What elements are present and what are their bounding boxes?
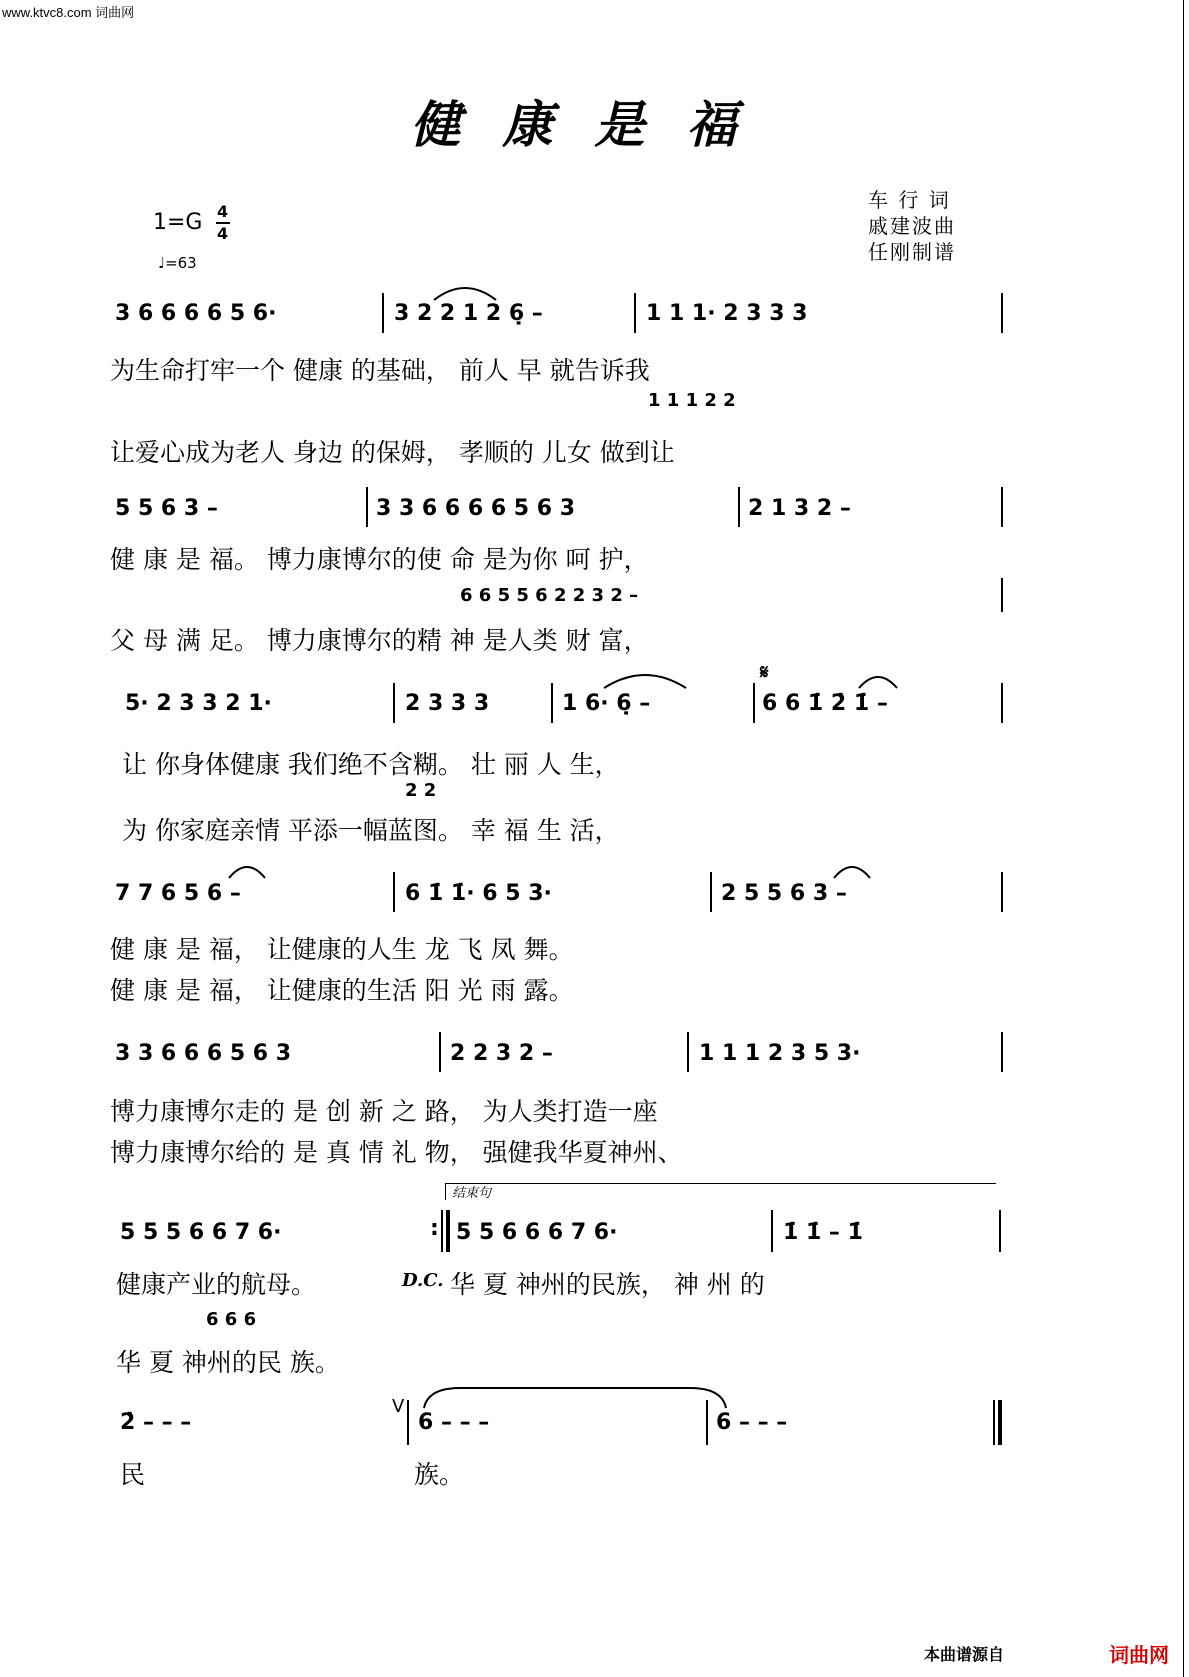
- note-line: 2 5 5 6 3 –: [721, 881, 847, 906]
- barline: [710, 872, 712, 912]
- barline: [407, 1400, 409, 1445]
- lyricist-credit: 车 行 词: [868, 188, 951, 212]
- key-signature: 1=G: [153, 210, 203, 235]
- lyric-line: 民: [120, 1460, 146, 1489]
- note-line: 3 3 6 6 6 6 5 6 3: [376, 496, 576, 521]
- barline: [1001, 1032, 1003, 1072]
- footer-source-text: 本曲谱源自: [923, 1645, 1004, 1664]
- alt-note-line: 6 6 5 5 6 2 2 3 2 –: [460, 585, 639, 606]
- barline: [441, 1210, 443, 1252]
- note-line: 3 2 2 1 2 6̣ –: [394, 301, 543, 326]
- final-barline: [993, 1400, 995, 1445]
- lyric-line: 让爱心成为老人 身边 的保姆， 孝顺的 儿女 做到让: [110, 438, 675, 467]
- note-line: 7 7 6 5 6 –: [115, 881, 241, 906]
- lyric-line: 为生命打牢一个 健康 的基础， 前人 早 就告诉我: [110, 356, 650, 385]
- barline: [687, 1032, 689, 1072]
- segno-mark: 𝄋: [760, 660, 769, 684]
- barline: [1001, 578, 1003, 612]
- breath-mark: V: [392, 1396, 405, 1417]
- lyric-line: 父 母 满 足。 博力康博尔的精 神 是人类 财 富，: [110, 626, 649, 655]
- barline: [1001, 683, 1003, 723]
- note-line: 6 6 1̇ 2̇ 1̇ –: [762, 691, 888, 716]
- note-line: 2 3 3 3: [405, 691, 490, 716]
- note-line: 1 1 1 2 3 5 3·: [699, 1041, 861, 1066]
- dc-mark: D.C.: [402, 1270, 444, 1291]
- note-line: 1̇ 1̇ – 1̇: [783, 1220, 863, 1245]
- note-line: 1 6· 6̣ –: [562, 691, 651, 716]
- lyric-line: 健 康 是 福。 博力康博尔的使 命 是为你 呵 护，: [110, 545, 649, 574]
- barline: [999, 1210, 1001, 1252]
- tie-slur: [225, 860, 269, 880]
- note-line: 5 5 6 6 6 7 6·: [456, 1220, 618, 1245]
- site-url[interactable]: www.ktvc8.com 词曲网: [2, 5, 135, 20]
- tie-slur: [430, 282, 500, 302]
- lyric-line: 博力康博尔给的 是 真 情 礼 物， 强健我华夏神州、: [110, 1138, 683, 1167]
- final-barline: [998, 1400, 1002, 1445]
- note-line: 2̇ – – –: [120, 1410, 192, 1435]
- lyric-line: 为 你家庭亲情 平添一幅蓝图。 幸 福 生 活，: [122, 816, 620, 845]
- lyric-line: 健 康 是 福， 让健康的生活 阳 光 雨 露。: [110, 976, 574, 1005]
- arranger-credit: 任刚制谱: [868, 240, 956, 264]
- repeat-dots: :: [430, 1216, 439, 1241]
- barline: [634, 293, 636, 333]
- lyric-line: 华 夏 神州的民族， 神 州 的: [450, 1270, 765, 1299]
- barline: [366, 487, 368, 527]
- lyric-line: 健 康 是 福， 让健康的人生 龙 飞 凤 舞。: [110, 935, 574, 964]
- alt-note-line: 2 2: [405, 780, 437, 801]
- note-line: 5 5 5 6 6 7 6·: [120, 1220, 282, 1245]
- note-line: 1 1 1· 2 3 3 3: [646, 301, 808, 326]
- song-title: 健康是福: [410, 95, 779, 154]
- page-edge: [1183, 0, 1184, 1677]
- lyric-line: 让 你身体健康 我们绝不含糊。 壮 丽 人 生，: [122, 750, 620, 779]
- tie-slur: [600, 668, 690, 690]
- note-line: 2 2 3 2 –: [450, 1041, 553, 1066]
- time-numerator: 4: [217, 202, 229, 221]
- barline: [1001, 487, 1003, 527]
- barline: [551, 683, 553, 723]
- tie-slur: [855, 670, 901, 690]
- coda-bracket: [445, 1183, 996, 1200]
- note-line: 5· 2 3 3 2 1·: [125, 691, 272, 716]
- barline: [1001, 872, 1003, 912]
- note-line: 6 – – –: [716, 1410, 788, 1435]
- note-line: 6 – – –: [418, 1410, 490, 1435]
- note-line: 3 3 6 6 6 5 6 3: [115, 1041, 292, 1066]
- barline: [706, 1400, 708, 1445]
- lyric-line: 博力康博尔走的 是 创 新 之 路， 为人类打造一座: [110, 1097, 658, 1126]
- note-line: 2 1 3 2 –: [748, 496, 851, 521]
- site-logo[interactable]: 词曲网: [1109, 1643, 1169, 1667]
- coda-label: 结束句: [452, 1186, 492, 1201]
- note-line: 3 6 6 6 6 5 6·: [115, 301, 277, 326]
- tie-slur: [420, 1384, 730, 1410]
- barline: [446, 1210, 450, 1252]
- barline: [1001, 293, 1003, 333]
- barline: [393, 683, 395, 723]
- barline: [382, 293, 384, 333]
- lyric-line: 华 夏 神州的民 族。: [116, 1348, 340, 1377]
- note-line: 5 5 6 3 –: [115, 496, 218, 521]
- composer-credit: 戚建波曲: [868, 214, 956, 238]
- barline: [771, 1210, 773, 1252]
- alt-note-line: 1 1 1 2 2: [648, 390, 736, 411]
- lyric-line: 族。: [414, 1460, 465, 1489]
- time-denominator: 4: [217, 224, 229, 243]
- alt-note-line: 6 6 6: [206, 1309, 257, 1330]
- barline: [439, 1032, 441, 1072]
- note-line: 6 1̇ 1̇· 6 5 3·: [405, 881, 552, 906]
- tempo-mark: ♩=63: [158, 254, 197, 272]
- barline: [753, 683, 755, 723]
- lyric-line: 健康产业的航母。: [116, 1270, 317, 1299]
- barline: [393, 872, 395, 912]
- barline: [738, 487, 740, 527]
- tie-slur: [830, 860, 874, 880]
